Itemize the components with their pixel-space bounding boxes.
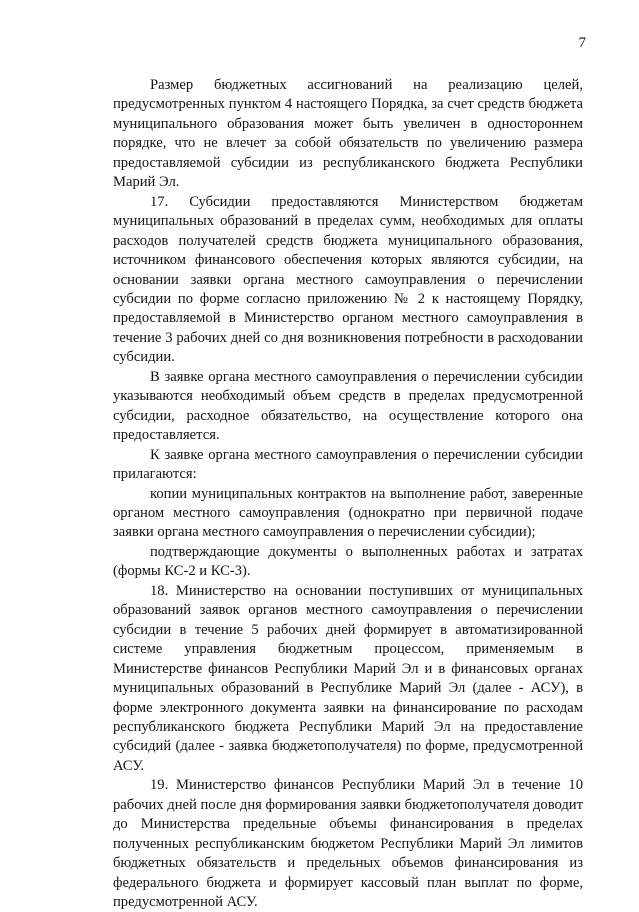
page-number: 7 (578, 35, 586, 51)
paragraph-19-finance-ministry: 19. Министерство финансов Республики Марий Эл в течение 10 рабочих дней после дня формирования заявки бюджетополучателя доводит до Министерства предельные объемы финансирования в пределах полученных республиканским бюджетом Республики Марий Эл лимитов бюджетных обязательств и предельных объемов финансирования из федерального бюджета и формирует кассовый план выплат по форме, предусмотренной АСУ. (113, 777, 583, 911)
paragraph-application-contents: В заявке органа местного самоуправления о перечислении субсидии указываются необходимый объем средств в пределах предусмотренной субсидии, расходное обязательство, на осуществление которого она предоставляется. (113, 368, 583, 444)
paragraph-supporting-documents: подтверждающие документы о выполненных работах и затратах (формы КС-2 и КС-3). (113, 543, 583, 580)
paragraph-18-ministry-forms-request: 18. Министерство на основании поступивших от муниципальных образований заявок органов местного самоуправления о перечислении субсидии в течение 5 рабочих дней формирует в автоматизированной системе управления бюджетным процессом, применяемым в Министерстве финансов Республики Марий Эл и в финансовых органах муниципальных образований в Республике Марий Эл (далее - АСУ), в форме электронного документа заявки на финансирование по расходам республиканского бюджета Республики Марий Эл на предоставление субсидий (далее - заявка бюджетополучателя) по форме, предусмотренной АСУ. (113, 582, 583, 774)
paragraph-budget-allocation: Размер бюджетных ассигнований на реализацию целей, предусмотренных пунктом 4 настоящего Порядка, за счет средств бюджета муниципального образования может быть увеличен в одностороннем порядке, что не влечет за собой обязательств по увеличению размера предоставляемой субсидии из республиканского бюджета Республики Марий Эл. (113, 77, 583, 191)
document-body (113, 76, 583, 912)
paragraph-contract-copies: копии муниципальных контрактов на выполнение работ, заверенные органом местного самоуправления (однократно при первичной подаче заявки органа местного самоуправления о перечислении субсидии); (113, 485, 583, 541)
paragraph-application-attachments: К заявке органа местного самоуправления о перечислении субсидии прилагаются: (113, 446, 583, 483)
paragraph-17-subsidies: 17. Субсидии предоставляются Министерством бюджетам муниципальных образований в пределах сумм, необходимых для оплаты расходов получателей средств бюджета муниципального образования, источником финансового обеспечения которых являются субсидии, на основании заявки органа местного самоуправления о перечислении субсидии по форме согласно приложению № 2 к настоящему Порядку, предоставляемой в Министерство органом местного самоуправления в течение 3 рабочих дней со дня возникновения потребности в расходовании субсидии. (113, 193, 583, 366)
